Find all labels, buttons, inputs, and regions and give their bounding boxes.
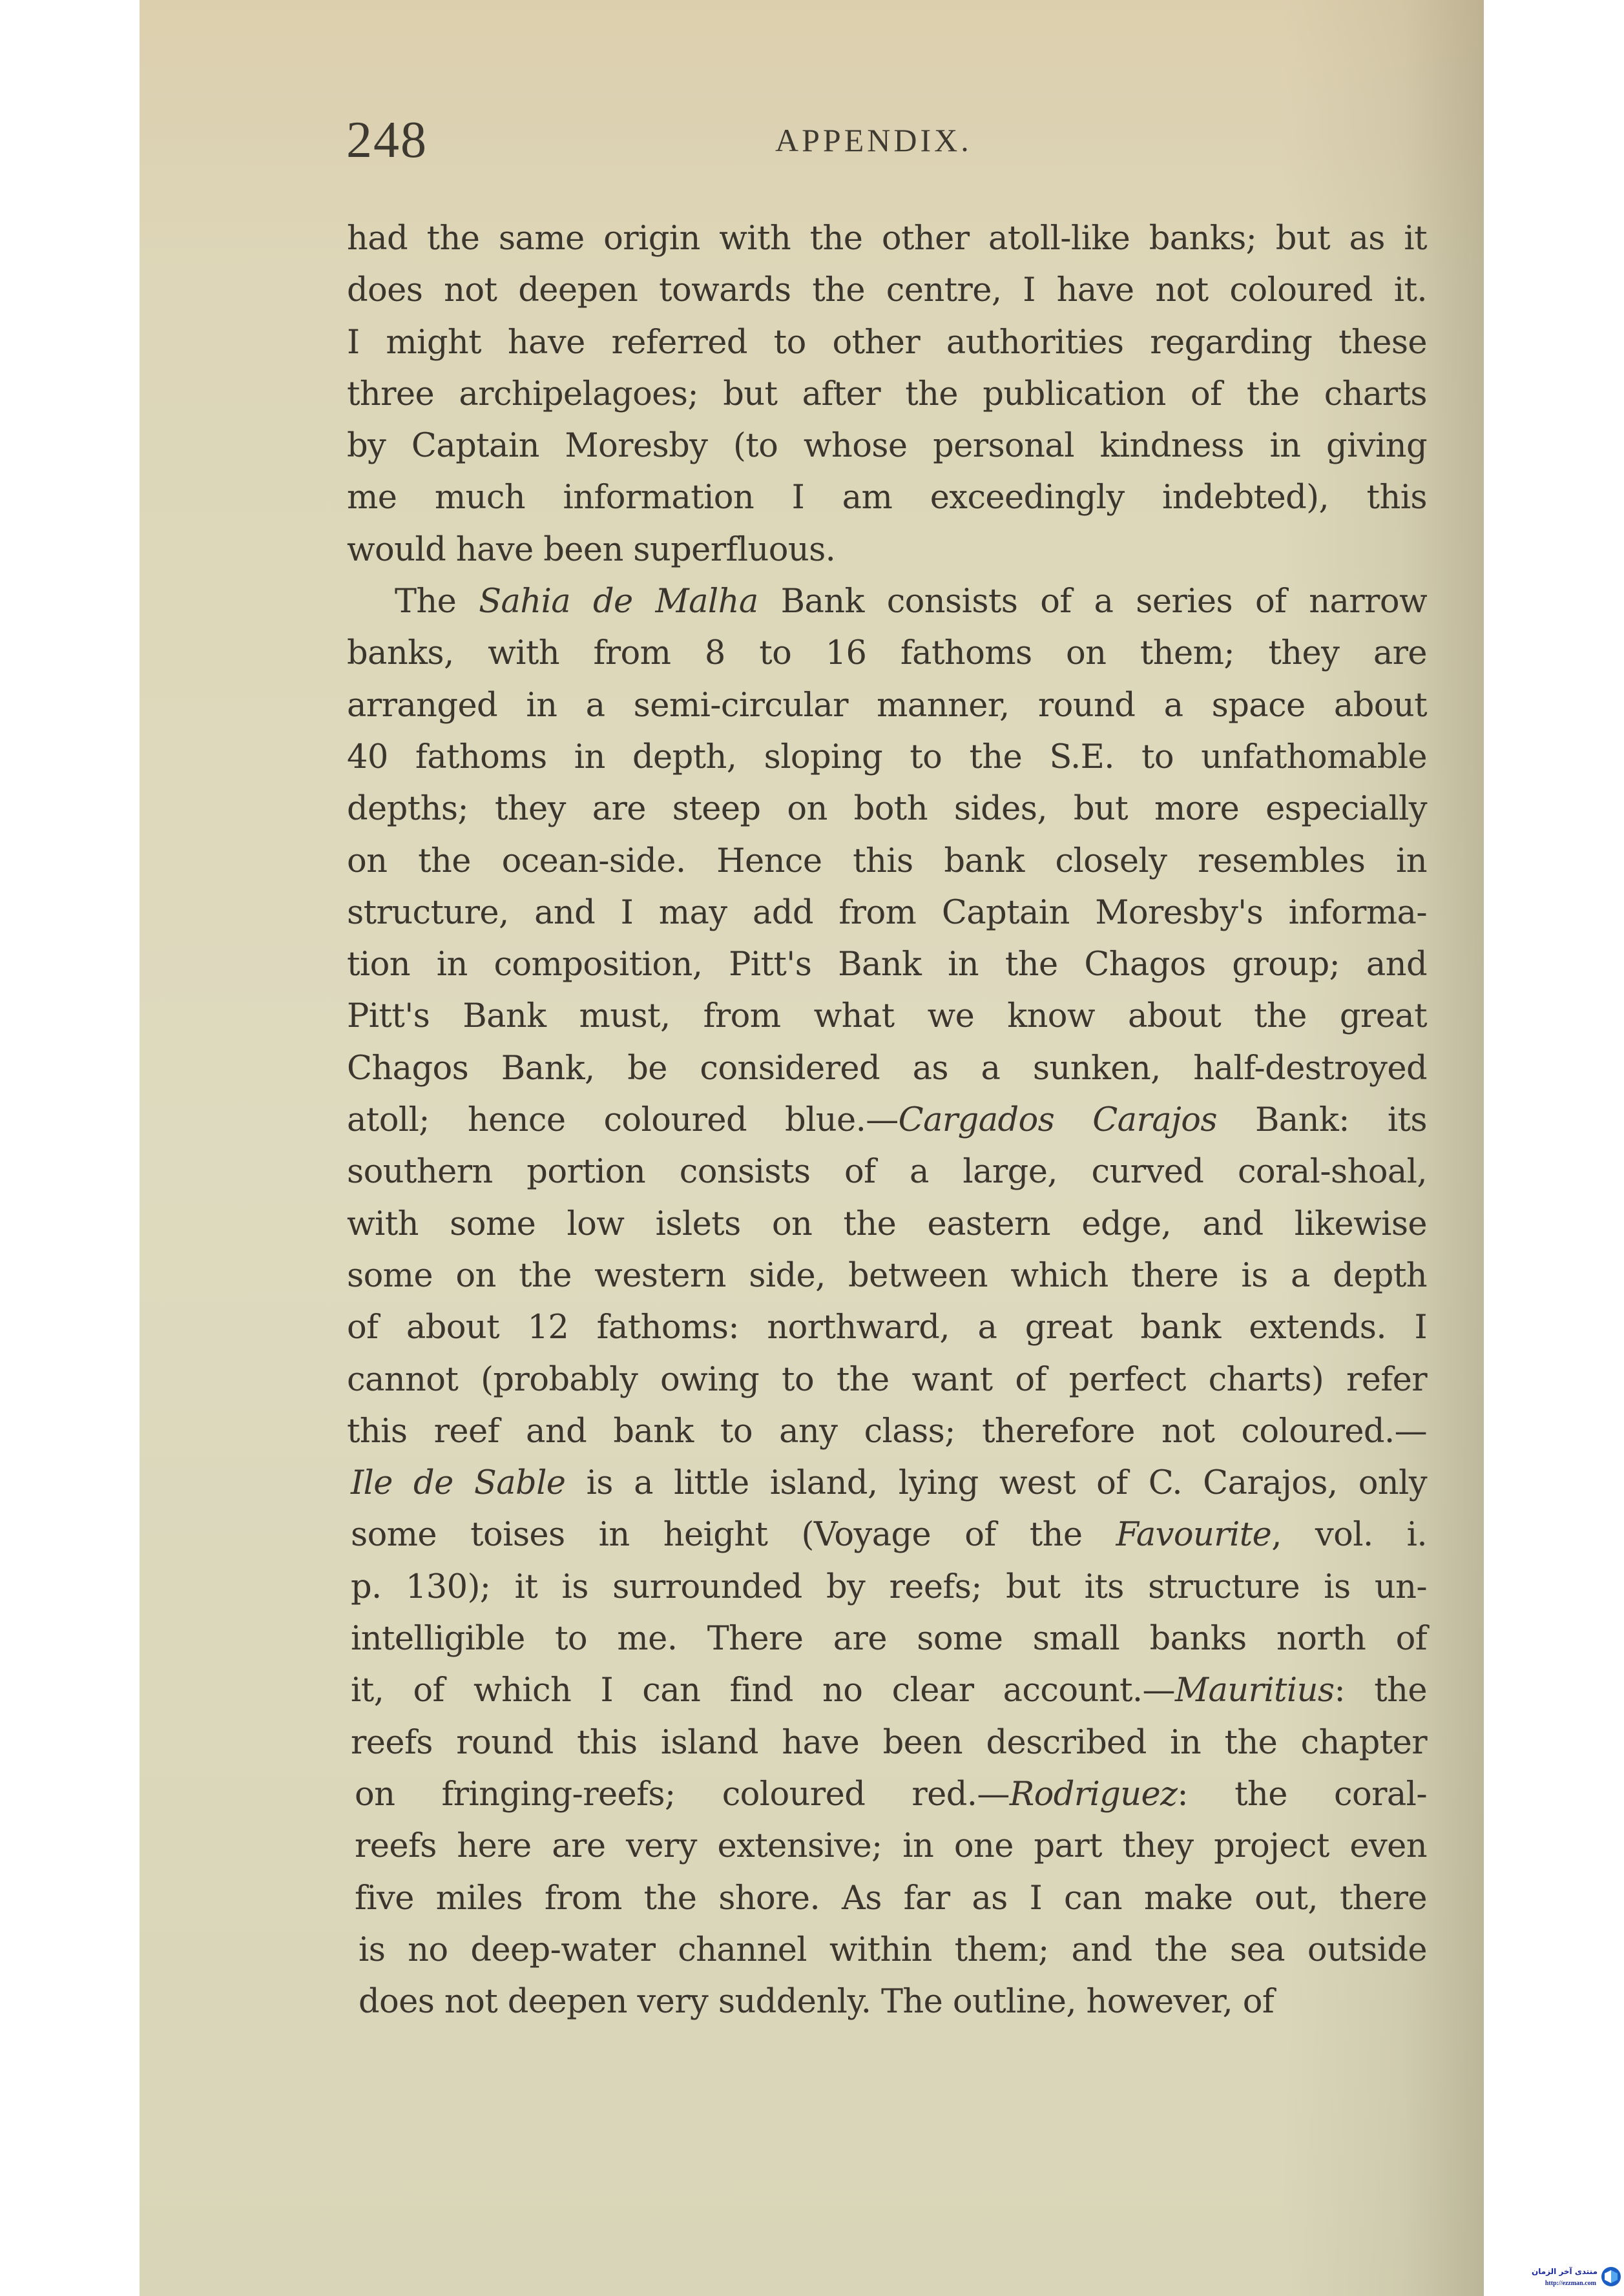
text-line bbox=[351, 1509, 1427, 1561]
text-segment: The bbox=[395, 583, 479, 621]
text-segment: intelligible to me. There are some small banks north of bbox=[351, 1620, 1427, 1659]
text-segment: Chagos Bank, be considered as a sunken, half-destroyed bbox=[347, 1049, 1427, 1088]
text-line bbox=[351, 1665, 1427, 1717]
watermark-site-name: منتدى آخر الزمان bbox=[1532, 2267, 1598, 2276]
text-segment: Pitt's Bank must, from what we know about the great bbox=[347, 997, 1427, 1036]
text-segment: this reef and bank to any class; therefore not coloured.— bbox=[347, 1412, 1427, 1451]
text-line bbox=[351, 1613, 1427, 1665]
text-line bbox=[347, 524, 1427, 576]
text-line bbox=[347, 420, 1427, 472]
text-line bbox=[351, 1458, 1427, 1509]
text-segment: with some low islets on the eastern edge, and likewise bbox=[347, 1205, 1427, 1243]
text-segment: is a little island, lying west of C. Carajos, only bbox=[565, 1464, 1427, 1503]
text-segment: atoll; hence coloured blue.— bbox=[347, 1101, 899, 1140]
text-segment: reefs round this island have been described in the chapter bbox=[351, 1723, 1427, 1762]
text-segment: had the same origin with the other atoll-like banks; but as it bbox=[347, 220, 1427, 258]
text-segment: Bank: its bbox=[1216, 1101, 1427, 1140]
text-segment: five miles from the shore. As far as I can make out, there bbox=[355, 1879, 1427, 1918]
text-segment: southern portion consists of a large, curved coral-shoal, bbox=[347, 1153, 1427, 1192]
text-segment: : the coral- bbox=[1177, 1775, 1427, 1814]
text-line bbox=[347, 369, 1427, 420]
text-segment: does not deepen towards the centre, I have not coloured it. bbox=[347, 271, 1427, 310]
text-line bbox=[347, 1199, 1427, 1250]
italic-term: Sahia de Malha bbox=[479, 583, 758, 621]
running-head bbox=[140, 111, 1484, 169]
text-line bbox=[347, 836, 1427, 887]
italic-term: Mauritius bbox=[1174, 1671, 1335, 1710]
text-segment: is no deep-water channel within them; and the sea outside bbox=[359, 1930, 1427, 1969]
text-line bbox=[355, 1821, 1427, 1872]
text-segment: depths; they are steep on both sides, but more especially bbox=[347, 790, 1427, 829]
text-line bbox=[347, 1406, 1427, 1458]
book-page bbox=[140, 0, 1484, 2296]
text-line bbox=[351, 1562, 1427, 1613]
text-line bbox=[347, 1302, 1427, 1354]
text-segment: it, of which I can find no clear account.— bbox=[351, 1671, 1175, 1710]
text-segment: Bank consists of a series of narrow bbox=[758, 583, 1427, 621]
italic-term: Ile de Sable bbox=[351, 1464, 566, 1503]
text-segment: does not deepen very suddenly. The outline, however, of bbox=[359, 1983, 1275, 2022]
text-segment: on fringing-reefs; coloured red.— bbox=[355, 1775, 1010, 1814]
text-line bbox=[347, 472, 1427, 524]
text-line bbox=[347, 680, 1427, 732]
text-line bbox=[347, 576, 1427, 628]
text-segment: tion in composition, Pitt's Bank in the Chagos group; and bbox=[347, 946, 1427, 984]
text-line bbox=[347, 939, 1427, 991]
text-segment: some on the western side, between which there is a depth bbox=[347, 1256, 1427, 1295]
text-segment: by Captain Moresby (to whose personal kindness in giving bbox=[347, 427, 1427, 466]
text-line bbox=[355, 1873, 1427, 1925]
running-title: APPENDIX. bbox=[775, 122, 972, 158]
italic-term: Rodriguez bbox=[1009, 1775, 1178, 1814]
text-segment: some toises in height (Voyage of the bbox=[351, 1516, 1116, 1555]
text-line bbox=[347, 1146, 1427, 1198]
text-segment: cannot (probably owing to the want of perfect charts) refer bbox=[347, 1360, 1427, 1399]
text-segment: p. 130); it is surrounded by reefs; but its structure is un- bbox=[351, 1567, 1427, 1606]
text-line bbox=[347, 213, 1427, 265]
text-segment: : the bbox=[1334, 1671, 1427, 1710]
text-segment: I might have referred to other authorities regarding these bbox=[347, 323, 1427, 362]
text-line bbox=[351, 1717, 1427, 1769]
text-segment: banks, with from 8 to 16 fathoms on them; they are bbox=[347, 634, 1427, 673]
page-number: 248 bbox=[346, 112, 428, 169]
text-line bbox=[347, 628, 1427, 679]
watermark-url: http://ezzman.com bbox=[1545, 2280, 1596, 2287]
body-text bbox=[347, 213, 1427, 2028]
text-line bbox=[347, 887, 1427, 939]
text-segment: structure, and I may add from Captain Moresby's informa- bbox=[347, 893, 1427, 932]
text-line bbox=[359, 1976, 1427, 2028]
text-line bbox=[347, 783, 1427, 835]
text-line bbox=[347, 732, 1427, 783]
text-segment: 40 fathoms in depth, sloping to the S.E. to unfathomable bbox=[347, 738, 1427, 776]
text-segment: on the ocean-side. Hence this bank closely resembles in bbox=[347, 842, 1427, 880]
text-line bbox=[347, 1095, 1427, 1146]
text-line bbox=[347, 1354, 1427, 1406]
hexagon-shield-icon bbox=[1601, 2267, 1621, 2286]
text-line bbox=[347, 1250, 1427, 1302]
text-line bbox=[355, 1769, 1427, 1821]
text-line bbox=[347, 317, 1427, 369]
text-segment: of about 12 fathoms: northward, a great bank extends. I bbox=[347, 1308, 1427, 1347]
text-segment: three archipelagoes; but after the publication of the charts bbox=[347, 375, 1427, 413]
text-segment: , vol. i. bbox=[1271, 1516, 1427, 1555]
text-line bbox=[347, 265, 1427, 316]
text-segment: would have been superfluous. bbox=[347, 530, 836, 569]
text-line bbox=[359, 1925, 1427, 1976]
italic-term: Cargados Carajos bbox=[898, 1101, 1217, 1140]
text-segment: me much information I am exceedingly indebted), this bbox=[347, 479, 1427, 517]
text-segment: reefs here are very extensive; in one part they project even bbox=[355, 1827, 1427, 1866]
italic-term: Favourite bbox=[1116, 1516, 1272, 1555]
text-segment: arranged in a semi-circular manner, round a space about bbox=[347, 686, 1427, 725]
site-watermark bbox=[1501, 2266, 1623, 2294]
text-line bbox=[347, 1043, 1427, 1095]
text-line bbox=[347, 991, 1427, 1042]
